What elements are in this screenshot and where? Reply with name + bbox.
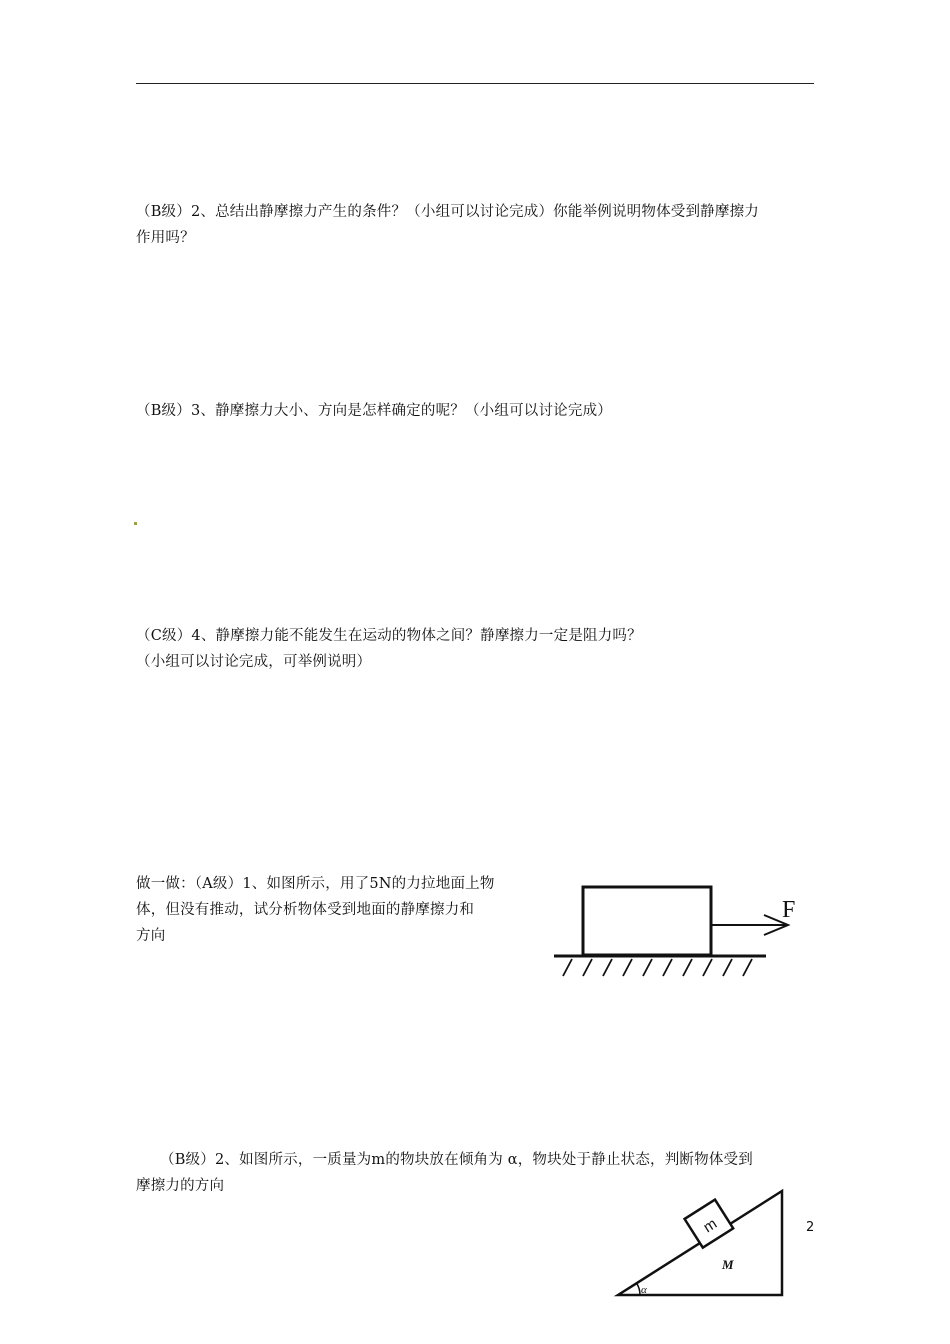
ground-hatching — [563, 959, 752, 976]
activity-a1-line1: 做一做：（A级）1、如图所示，用了5N的力拉地面上物 — [136, 876, 495, 892]
activity-a1-line3: 方向 — [136, 928, 166, 944]
angle-label: α — [641, 1284, 647, 1296]
incline-diagram — [610, 1185, 795, 1300]
stray-mark — [134, 522, 137, 525]
header-rule — [136, 83, 814, 84]
incline-question-line2: 摩擦力的方向 — [136, 1178, 225, 1194]
page-number: 2 — [806, 1220, 815, 1235]
question-c4-line1: （C级）4、静摩擦力能不能发生在运动的物体之间？静摩擦力一定是阻力吗？ — [136, 628, 642, 644]
box-block — [583, 887, 711, 955]
wedge-label: M — [722, 1257, 734, 1272]
question-b2-line1: （B级）2、总结出静摩擦力产生的条件？（小组可以讨论完成）你能举例说明物体受到静摩擦力 — [136, 204, 759, 220]
activity-a1-line2: 体，但没有推动，试分析物体受到地面的静摩擦力和 — [136, 902, 475, 918]
incline-question-line1: （B级）2、如图所示，一质量为m的物块放在倾角为 α，物块处于静止状态，判断物体受到 — [160, 1152, 753, 1168]
question-b2-line2: 作用吗？ — [136, 230, 195, 246]
block-on-ground-diagram — [550, 880, 810, 985]
angle-arc — [637, 1283, 640, 1295]
question-b3: （B级）3、静摩擦力大小、方向是怎样确定的呢？（小组可以讨论完成） — [136, 403, 612, 419]
question-c4-line2: （小组可以讨论完成，可举例说明） — [136, 654, 372, 670]
block-label: m — [700, 1215, 721, 1237]
force-label: F — [782, 897, 796, 923]
block-on-incline — [685, 1200, 734, 1248]
